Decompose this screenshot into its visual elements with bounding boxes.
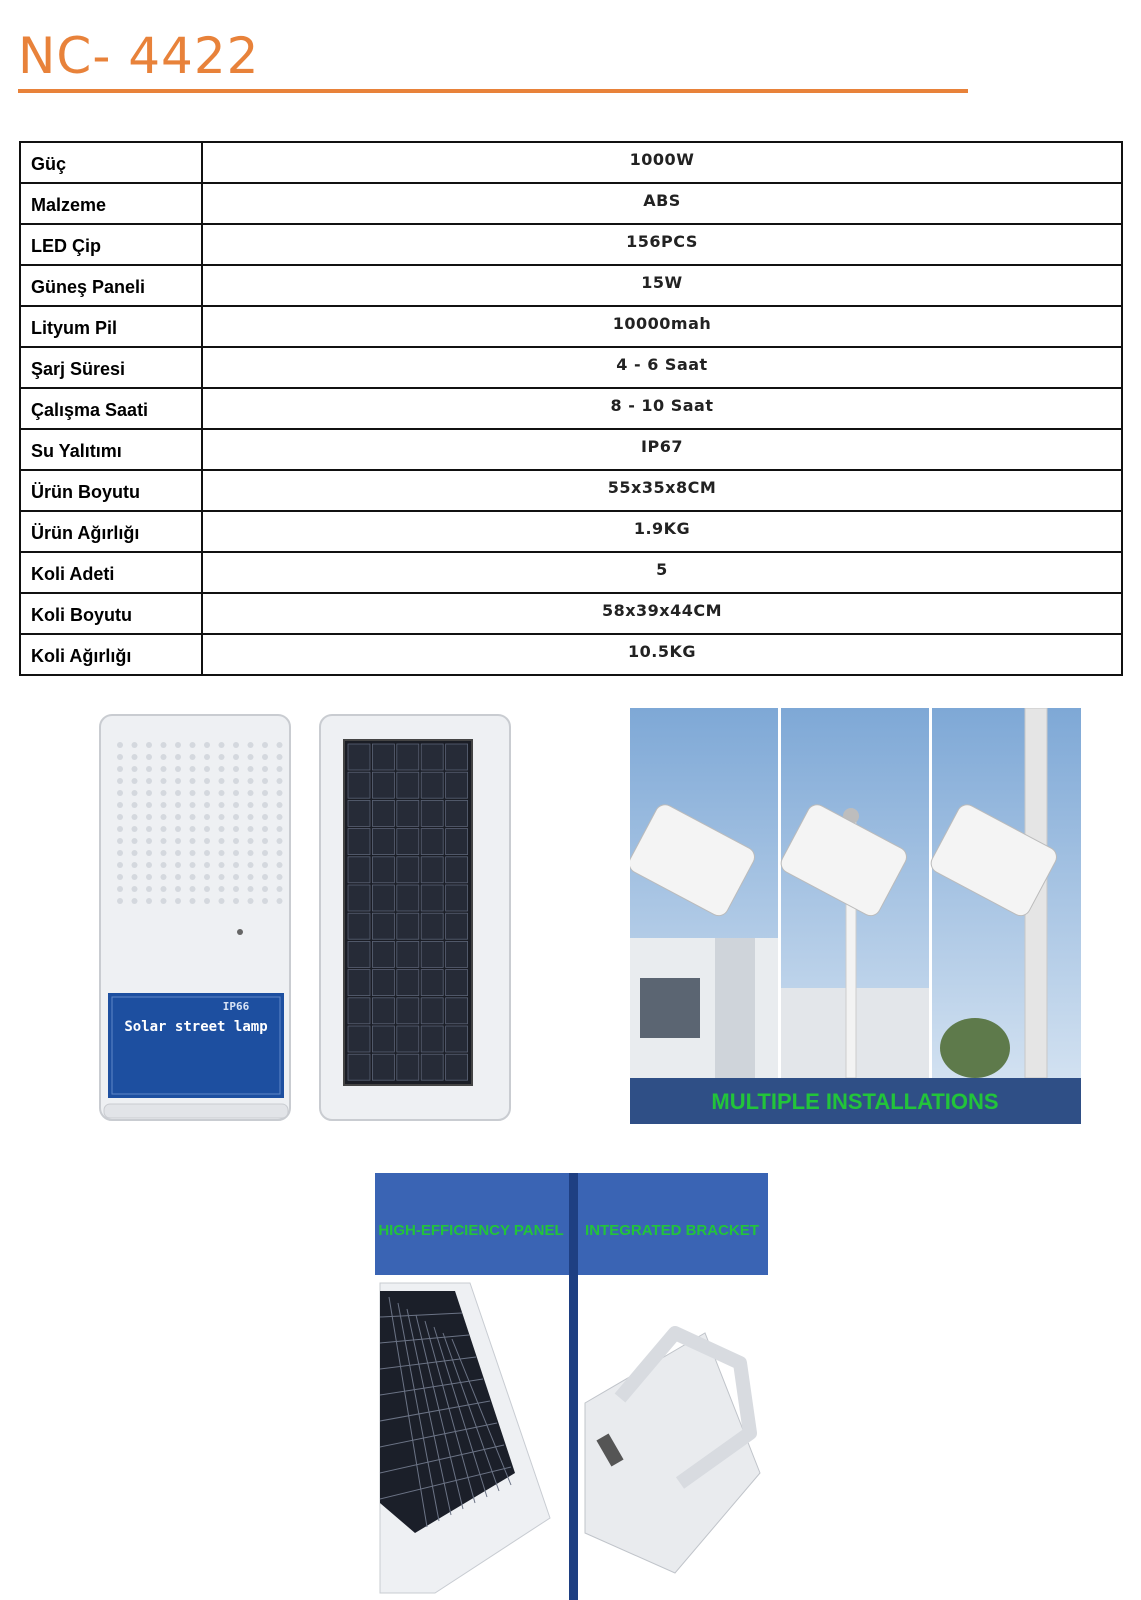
spec-row bbox=[20, 470, 1122, 511]
spec-value: 10.5KG bbox=[202, 634, 1122, 675]
spec-label: Koli Ağırlığı bbox=[20, 634, 202, 675]
spec-row bbox=[20, 306, 1122, 347]
spec-row bbox=[20, 511, 1122, 552]
spec-label: Şarj Süresi bbox=[20, 347, 202, 388]
spec-value: 10000mah bbox=[202, 306, 1122, 347]
spec-table bbox=[19, 141, 1123, 676]
spec-row bbox=[20, 429, 1122, 470]
installations-image bbox=[630, 708, 1081, 1124]
spec-label: Lityum Pil bbox=[20, 306, 202, 347]
product-label-text: Solar street lamp bbox=[124, 1019, 268, 1035]
spec-value: 5 bbox=[202, 552, 1122, 593]
spec-value: 1000W bbox=[202, 142, 1122, 183]
detail-right-caption: INTEGRATED BRACKET bbox=[585, 1222, 759, 1239]
spec-value: 15W bbox=[202, 265, 1122, 306]
detail-left-caption: HIGH-EFFICIENCY PANEL bbox=[378, 1222, 564, 1239]
spec-label: LED Çip bbox=[20, 224, 202, 265]
spec-value: ABS bbox=[202, 183, 1122, 224]
spec-value: 1.9KG bbox=[202, 511, 1122, 552]
spec-value: 4 - 6 Saat bbox=[202, 347, 1122, 388]
spec-label: Malzeme bbox=[20, 183, 202, 224]
spec-value: 8 - 10 Saat bbox=[202, 388, 1122, 429]
installations-caption: MULTIPLE INSTALLATIONS bbox=[711, 1089, 999, 1114]
spec-row bbox=[20, 552, 1122, 593]
spec-row bbox=[20, 183, 1122, 224]
spec-row bbox=[20, 265, 1122, 306]
spec-row bbox=[20, 593, 1122, 634]
details-image bbox=[375, 1173, 768, 1600]
spec-value: IP67 bbox=[202, 429, 1122, 470]
spec-label: Ürün Boyutu bbox=[20, 470, 202, 511]
spec-row bbox=[20, 634, 1122, 675]
product-code-title: NC- 4422 bbox=[18, 27, 260, 85]
spec-label: Koli Adeti bbox=[20, 552, 202, 593]
spec-label: Su Yalıtımı bbox=[20, 429, 202, 470]
spec-row bbox=[20, 224, 1122, 265]
spec-label: Güç bbox=[20, 142, 202, 183]
title-underline bbox=[18, 89, 968, 93]
spec-value: 156PCS bbox=[202, 224, 1122, 265]
spec-value: 55x35x8CM bbox=[202, 470, 1122, 511]
spec-label: Koli Boyutu bbox=[20, 593, 202, 634]
spec-value: 58x39x44CM bbox=[202, 593, 1122, 634]
spec-row bbox=[20, 142, 1122, 183]
spec-label: Ürün Ağırlığı bbox=[20, 511, 202, 552]
spec-row bbox=[20, 347, 1122, 388]
spec-row bbox=[20, 388, 1122, 429]
spec-label: Güneş Paneli bbox=[20, 265, 202, 306]
product-image bbox=[90, 710, 530, 1130]
spec-label: Çalışma Saati bbox=[20, 388, 202, 429]
product-badge-text: IP66 bbox=[222, 1000, 250, 1013]
